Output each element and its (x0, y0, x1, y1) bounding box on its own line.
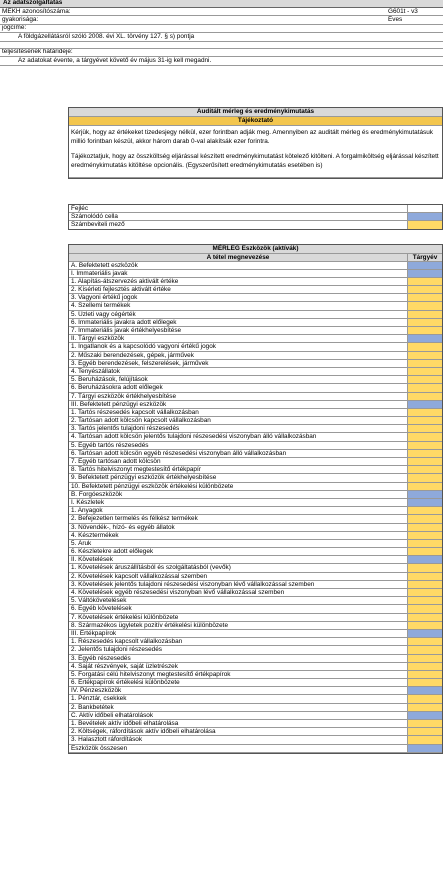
table-row (69, 319, 442, 327)
table-row (69, 384, 442, 392)
table-row (69, 548, 442, 556)
table-row (69, 605, 442, 613)
input-cell[interactable] (407, 278, 442, 285)
table-row (69, 736, 442, 744)
table-row (69, 540, 442, 548)
calculated-cell (407, 745, 442, 752)
row-label: 5. Váltókövetelések (71, 597, 127, 605)
table-row (69, 491, 442, 499)
color-legend (68, 204, 443, 230)
table-row (69, 622, 442, 630)
input-cell[interactable] (407, 646, 442, 653)
table-row (69, 343, 442, 351)
row-label: 1. Tartós részesedés kapcsolt vállalkozásban (71, 408, 199, 416)
row-label: 6. Immateriális javakra adott előlegek (71, 318, 177, 326)
row-label: 4. Szellemi termékek (71, 302, 131, 310)
legal-basis-label: jogcíme: (2, 24, 27, 31)
table-row (69, 589, 442, 597)
input-cell[interactable] (407, 720, 442, 727)
info-paragraph-1: Kérjük, hogy az értékeket tizedesjegy nélkül, ezer forintban adják meg. Amennyiben az auditált mérleg és eredménykimutatásuk millió forintban készül, akkor három darab 0-val alakítsák ezer forintra. (71, 129, 433, 145)
row-label: 1. Pénztár, csekkek (71, 695, 127, 703)
row-label: 3. Egyéb berendezések, felszerelések, járművek (71, 359, 209, 367)
input-cell[interactable] (407, 352, 442, 359)
input-cell[interactable] (407, 319, 442, 326)
row-label: 4. Tartósan adott kölcsön jelentős tulajdoni részesedési viszonyban álló vállalkozásban (71, 433, 317, 441)
table-row (69, 524, 442, 532)
column-header-year: Tárgyév (407, 254, 442, 261)
frequency-label: gyakorisága: (2, 16, 39, 23)
row-label: 2. Műszaki berendezések, gépek, járművek (71, 351, 194, 359)
input-cell[interactable] (407, 507, 442, 514)
table-body (69, 262, 442, 753)
frequency-row (0, 16, 443, 24)
calculated-cell (407, 401, 442, 408)
row-label: 2. Tartósan adott kölcsön kapcsolt vállalkozásban (71, 417, 211, 425)
table-row (69, 745, 442, 753)
input-cell[interactable] (407, 655, 442, 662)
table-row (69, 335, 442, 343)
info-subtitle: Tájékoztató (69, 117, 442, 126)
frequency-value: Éves (388, 16, 403, 23)
input-cell[interactable] (407, 622, 442, 629)
input-cell[interactable] (407, 458, 442, 465)
input-cell[interactable] (407, 474, 442, 481)
input-cell[interactable] (407, 302, 442, 309)
row-label: II. Tárgyi eszközök (71, 335, 125, 343)
input-cell[interactable] (407, 532, 442, 539)
input-cell[interactable] (407, 327, 442, 334)
row-label: 3. Követelések jelentős tulajdoni részesedési viszonyban lévő vállalkozással szemben (71, 580, 315, 588)
row-label: 8. Tartós hitelviszonyt megtestesítő értékpapír (71, 466, 201, 474)
table-row (69, 393, 442, 401)
input-cell[interactable] (407, 663, 442, 670)
info-box (68, 107, 443, 179)
table-row (69, 679, 442, 687)
input-cell[interactable] (407, 679, 442, 686)
calculated-cell (407, 262, 442, 269)
row-label: C. Aktív időbeli elhatárolások (71, 711, 154, 719)
legal-basis-value: A földgázellátásról szóló 2008. évi XL. törvény 127. § s) pontja (0, 33, 443, 42)
row-label: 8. Származékos ügyletek pozitív értékelési különbözete (71, 621, 229, 629)
row-label: 1. Követelések áruszállításból és szolgáltatásból (vevők) (71, 564, 231, 572)
legend-row-input (69, 221, 442, 229)
table-row (69, 556, 442, 564)
input-cell[interactable] (407, 704, 442, 711)
row-label: 3. Halasztott ráfordítások (71, 736, 143, 744)
input-cell[interactable] (407, 540, 442, 547)
table-row (69, 646, 442, 654)
spacer (0, 42, 443, 49)
deadline-label: teljesítésének határideje: (2, 48, 73, 56)
legend-label: Számbeviteli mező (71, 221, 125, 228)
input-cell[interactable] (407, 450, 442, 457)
input-cell[interactable] (407, 425, 442, 432)
input-cell[interactable] (407, 311, 442, 318)
table-row (69, 663, 442, 671)
table-row (69, 409, 442, 417)
calculated-cell (407, 491, 442, 498)
input-cell[interactable] (407, 564, 442, 571)
input-cell[interactable] (407, 433, 442, 440)
row-label: 1. Részesedés kapcsolt vállalkozásban (71, 638, 183, 646)
row-label: 6. Beruházásokra adott előlegek (71, 384, 163, 392)
legend-label: Számolódó cella (71, 213, 118, 220)
table-row (69, 483, 442, 491)
input-cell[interactable] (407, 589, 442, 596)
input-cell[interactable] (407, 294, 442, 301)
table-row (69, 581, 442, 589)
table-row (69, 507, 442, 515)
row-label: 2. Költségek, ráfordítások aktív időbeli elhatárolása (71, 728, 216, 736)
table-row (69, 564, 442, 572)
row-label: 7. Egyéb tartósan adott kölcsön (71, 458, 161, 465)
table-row (69, 270, 442, 278)
row-label: 2. Bankbetétek (71, 703, 114, 711)
calculated-cell (407, 687, 442, 694)
row-label: 5. Forgatási célú hitelviszonyt megtestesítő értékpapírok (71, 670, 231, 678)
table-row (69, 532, 442, 540)
row-label: 5. Egyéb tartós részesedés (71, 441, 149, 449)
table-row (69, 433, 442, 441)
legend-swatch (407, 205, 442, 212)
input-cell[interactable] (407, 728, 442, 735)
table-title: MÉRLEG Eszközök (aktívák) (69, 245, 442, 254)
input-cell[interactable] (407, 466, 442, 473)
calculated-cell (407, 499, 442, 506)
table-row (69, 450, 442, 458)
deadline-value: Az adatokat évente, a tárgyévet követő év május 31-ig kell megadni. (0, 57, 443, 66)
legend-row-calculated (69, 213, 442, 221)
table-row (69, 712, 442, 720)
table-row (69, 302, 442, 310)
row-label: III. Befektetett pénzügyi eszközök (71, 400, 167, 408)
row-label: 4. Követelések egyéb részesedési viszonyban lévő vállalkozással szemben (71, 589, 285, 596)
input-cell[interactable] (407, 581, 442, 588)
input-cell[interactable] (407, 360, 442, 367)
input-cell[interactable] (407, 524, 442, 531)
row-label: 6. Készletekre adott előlegek (71, 548, 154, 556)
deadline-label-row (0, 49, 443, 57)
legend-row-header (69, 205, 442, 213)
table-row (69, 720, 442, 728)
input-cell[interactable] (407, 573, 442, 580)
row-label: 6. Tartósan adott kölcsön egyéb részesedési viszonyban álló vállalkozásban (71, 449, 287, 457)
table-row (69, 262, 442, 270)
info-paragraph-2: Tájékoztatjuk, hogy az összköltség eljárással készített eredménykimutatást kötelező kitölteni. A forgalmiköltség eljárással készített eredménykimutatás kitöltése opcionális. (Egyszerűsített eredménykimutatás esetében is) (71, 153, 439, 169)
table-row (69, 573, 442, 581)
row-label: 6. Egyéb követelések (71, 605, 132, 613)
row-label: I. Immateriális javak (71, 269, 128, 277)
table-row (69, 327, 442, 335)
row-label: 4. Tenyészállatok (71, 367, 120, 375)
row-label: 5. Üzleti vagy cégérték (71, 310, 136, 318)
row-label: 4. Késztermékek (71, 531, 119, 539)
row-label: 7. Követelések értékelési különbözete (71, 613, 179, 621)
row-label: Eszközök összesen (71, 744, 128, 752)
legend-swatch (407, 213, 442, 220)
input-cell[interactable] (407, 548, 442, 555)
input-cell[interactable] (407, 614, 442, 621)
calculated-cell (407, 335, 442, 342)
row-label: 2. Követelések kapcsolt vállalkozással szemben (71, 572, 208, 580)
row-label: 3. Növendék-, hízó- és egyéb állatok (71, 523, 175, 531)
table-row (69, 294, 442, 302)
input-cell[interactable] (407, 343, 442, 350)
table-row (69, 278, 442, 286)
input-cell[interactable] (407, 515, 442, 522)
table-row (69, 311, 442, 319)
input-cell[interactable] (407, 736, 442, 743)
info-title: Auditált mérleg és eredménykimutatás (69, 108, 442, 117)
calculated-cell (407, 270, 442, 277)
table-row (69, 458, 442, 466)
row-label: 6. Értékpapírok értékelési különbözete (71, 679, 180, 687)
input-cell[interactable] (407, 368, 442, 375)
row-label: 3. Tartós jelentős tulajdoni részesedés (71, 425, 180, 433)
input-cell[interactable] (407, 597, 442, 604)
row-label: 1. Alapítás-átszervezés aktivált értéke (71, 277, 179, 285)
calculated-cell (407, 556, 442, 563)
row-label: B. Forgóeszközök (71, 490, 123, 498)
input-cell[interactable] (407, 695, 442, 702)
row-label: 10. Befektetett pénzügyi eszközök értékelési különbözete (71, 482, 234, 490)
info-text (69, 126, 442, 178)
table-row (69, 499, 442, 507)
mekh-row (0, 8, 443, 16)
row-label: A. Befektetett eszközök (71, 261, 138, 269)
table-row (69, 614, 442, 622)
input-cell[interactable] (407, 417, 442, 424)
table-row (69, 630, 442, 638)
row-label: 2. Jelentős tulajdoni részesedés (71, 646, 162, 654)
table-row (69, 360, 442, 368)
table-row (69, 466, 442, 474)
input-cell[interactable] (407, 376, 442, 383)
input-cell[interactable] (407, 384, 442, 391)
row-label: 5. Áruk (71, 539, 92, 547)
row-label: 3. Vagyoni értékű jogok (71, 294, 138, 302)
table-row (69, 352, 442, 360)
row-label: 4. Saját részvények, saját üzletrészek (71, 662, 178, 670)
row-label: 2. Befejezetlen termelés és félkész termékek (71, 515, 198, 523)
row-label: I. Készletek (71, 498, 105, 506)
mekh-label: MEKH azonosítószáma: (2, 8, 71, 15)
input-cell[interactable] (407, 671, 442, 678)
input-cell[interactable] (407, 638, 442, 645)
row-label: II. Követelések (71, 556, 113, 564)
mekh-value: G601t - v3 (388, 8, 418, 15)
table-row (69, 425, 442, 433)
calculated-cell (407, 712, 442, 719)
row-label: 5. Beruházások, felújítások (71, 376, 148, 384)
table-header-row (69, 254, 442, 262)
input-cell[interactable] (407, 409, 442, 416)
legal-basis-label-row (0, 25, 443, 33)
balance-sheet-table (68, 244, 443, 754)
table-row (69, 655, 442, 663)
table-row (69, 417, 442, 425)
input-cell[interactable] (407, 393, 442, 400)
table-row (69, 671, 442, 679)
input-cell[interactable] (407, 286, 442, 293)
table-row (69, 728, 442, 736)
row-label: 7. Immateriális javak értékhelyesbítése (71, 327, 182, 334)
input-cell[interactable] (407, 605, 442, 612)
row-label: 7. Tárgyi eszközök értékhelyesbítése (71, 392, 177, 400)
table-row (69, 442, 442, 450)
table-row (69, 474, 442, 482)
column-header-item: A tétel megnevezése (206, 253, 270, 261)
row-label: 1. Ingatlanok és a kapcsolódó vagyoni értékű jogok (71, 343, 216, 351)
table-row (69, 401, 442, 409)
input-cell[interactable] (407, 483, 442, 490)
table-row (69, 597, 442, 605)
row-label: IV. Pénzeszközök (71, 687, 122, 695)
legend-swatch (407, 221, 442, 229)
calculated-cell (407, 630, 442, 637)
row-label: 1. Bevételek aktív időbeli elhatárolása (71, 720, 179, 727)
row-label: III. Értékpapírok (71, 629, 117, 637)
row-label: 2. Kísérleti fejlesztés aktivált értéke (71, 286, 171, 294)
header-section (0, 0, 443, 66)
row-label: 3. Egyéb részesedés (71, 654, 131, 662)
table-row (69, 515, 442, 523)
table-row (69, 704, 442, 712)
table-row (69, 286, 442, 294)
row-label: 9. Befektetett pénzügyi eszközök értékhelyesbítése (71, 474, 217, 482)
table-row (69, 638, 442, 646)
input-cell[interactable] (407, 442, 442, 449)
table-row (69, 695, 442, 703)
legend-label: Fejléc (71, 205, 89, 212)
row-label: 1. Anyagok (71, 507, 103, 515)
table-row (69, 687, 442, 695)
section-header: Az adatszolgáltatás (0, 0, 443, 8)
table-row (69, 376, 442, 384)
table-row (69, 368, 442, 376)
